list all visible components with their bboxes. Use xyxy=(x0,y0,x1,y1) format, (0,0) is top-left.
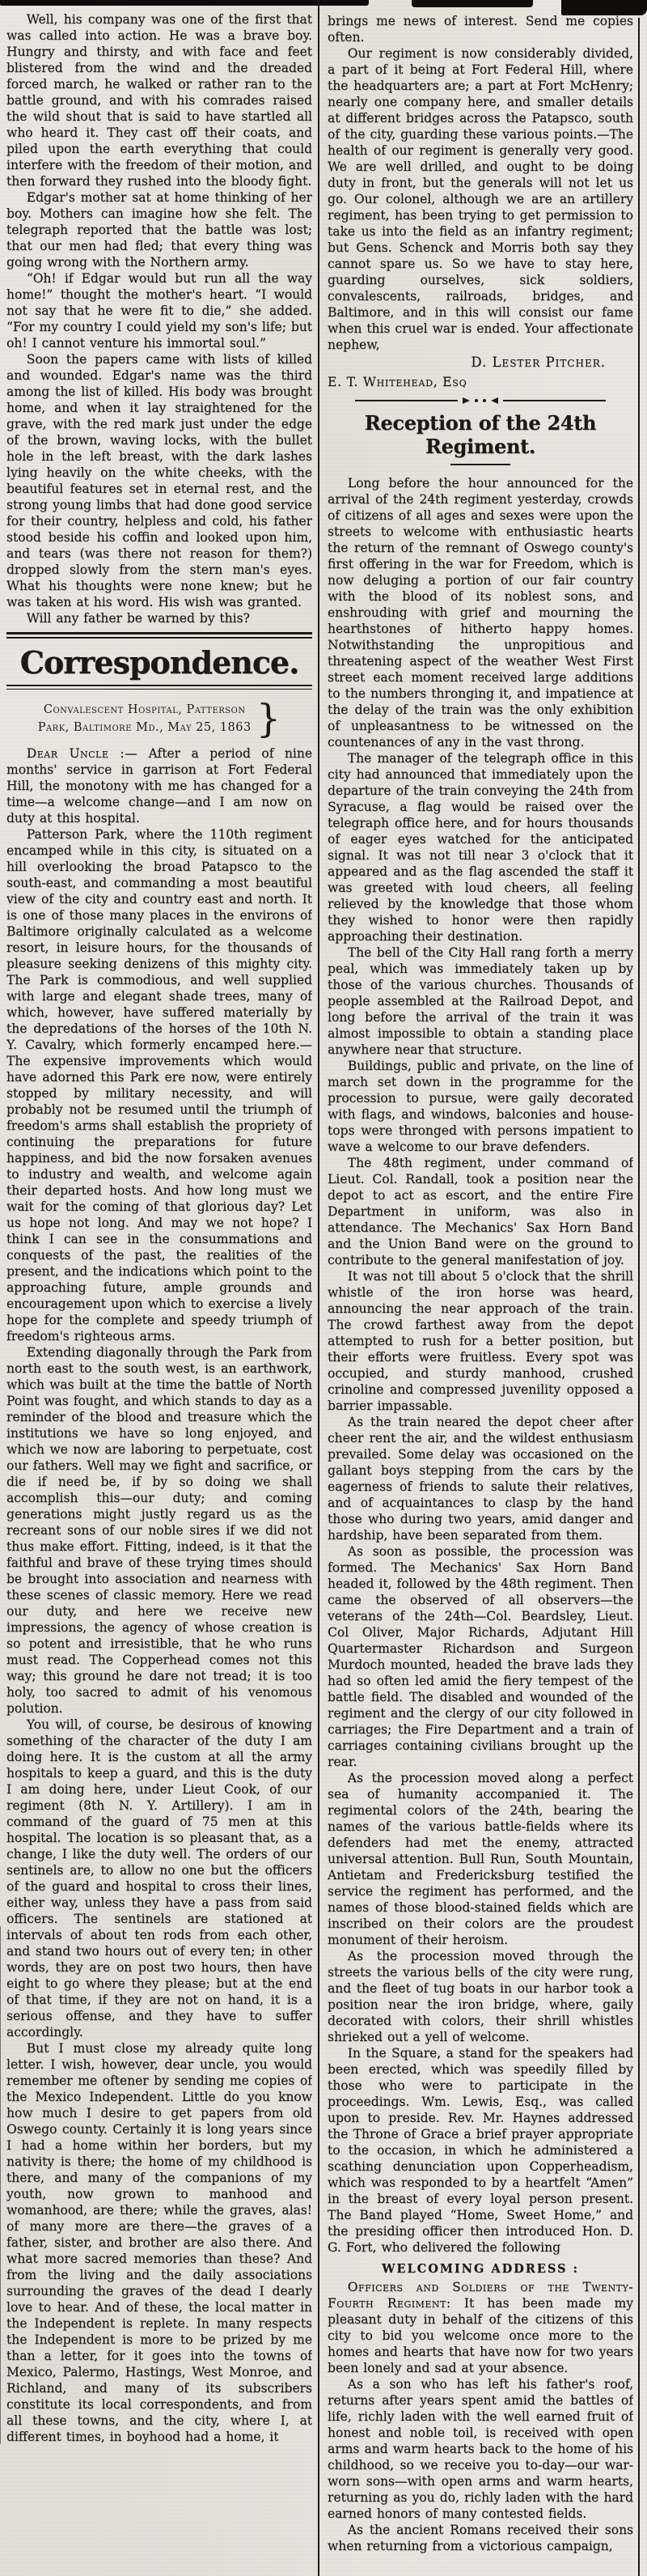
article-paragraph: Soon the papers came with lists of killed and wounded. Edgar's name was the third among the list of killed. His body was brought home, and when it lay straightened for the grave, with the red mark just under the edge of the brown, waving locks, with the bullet hole in the left breast, with the dark lashes lying heavily on the white cheeks, with the beautiful features set in eternal rest, and the strong young limbs that had done good service for their country, helpless and cold, his father stood beside his coffin and looked upon him, and tears (was there not reason for them?) dropped slowly from the stern man's eyes. What his thoughts were none knew; but he was taken at his word. His wish was granted. xyxy=(6,352,312,609)
letter-signature: D. Lester Pitcher. xyxy=(471,354,606,370)
article-paragraph: As the train neared the depot cheer after cheer rent the air, and the wildest enthusiasm prevailed. Some delay was occasioned on the gallant boys stepping from the cars by the eagerness of friends to salute their relatives, and of acquaintances to clasp by the hand those who during two years, amid danger and hardship, have been separated from them. xyxy=(328,1414,633,1543)
article-paragraph: The bell of the City Hall rang forth a merry peal, which was immediately taken up by those of the various churches. Thousands of people assembled at the Railroad Depot, and long before the arrival of the train it was almost impossible to obtain a standing place anywhere near that structure. xyxy=(328,944,633,1057)
letter-paragraph: Patterson Park, where the 110th regiment encamped while in this city, is situated on a hill overlooking the broad Patapsco to the south-east, and commanding a most beautiful view of the city and country east and north. It is one of those many places in the environs of Baltimore originally calculated as a welcome resort, in leisure hours, for the thousands of pleasure seeking denizens of this mighty city. The Park is commodious, and well supplied with large and elegant shade trees, many of which, however, have suffered materially by the depredations of the horses of the 10th N. Y. Cavalry, which formerly encamped here.—The expensive improvements which would have adorned this Park ere now, were entirely stopped by military necessity, and will probably not be resumed until the triumph of freedom's arms shall establish the propriety of continuing the preparations for future happiness, and bid the now forsaken avenues to industry and wealth, and welcome again their departed hosts. And how long must we wait for the coming of that glorious day? Let us hope not long. And may we not hope? I think I can see in the consummations and conquests of the past, the realities of the present, and the indications which point to the approaching future, ample grounds and encouragement upon which to exercise a lively hope for the complete and speedy triumph of freedom's righteous arms. xyxy=(6,826,312,1343)
arrow-divider-icon xyxy=(491,397,498,404)
letter-paragraph: Dear Uncle :— After a period of nine months' service in garrison at Fort Federal Hill, the monotony with me has changed for a time—a welcome change—and I am now on duty at this hospital. xyxy=(6,745,312,825)
article-paragraph: Long before the hour announced for the arrival of the 24th regiment yesterday, crowds of citizens of all ages and sexes were upon the streets to welcome with enthusiastic hearts the return of the remnant of Oswego county's first offering in the war for Freedom, which is now deluging a portion of our fair country with the blood of its noblest sons, and enshrouding with grief and mourning the hearthstones of hitherto happy homes. Notwithstanding the unpropitious and threatening aspect of the weather West First street each moment received large additions to the numbers thronging it, and impatience at the delay of the train was the only exhibition of unpleasantness to be witnessed on the countenances of any in the vast throng. xyxy=(328,475,633,749)
article-paragraph: As the procession moved through the streets the various bells of the city were rung, and the fleet of tug boats in our harbor took a position near the iron bridge, where, gaily decorated with colors, their shrill whistles shrieked out a yell of welcome. xyxy=(328,1948,633,2044)
dateline-brace: } xyxy=(256,695,281,741)
dot-divider-icon xyxy=(475,399,478,402)
address-paragraph: As a son who has left his father's roof, returns after years spent amid the battles of life, richly laden with the well earned fruit of honest and noble toil, is received with open arms and warm hearts back to the home of his childhood, so we receive you to-day—our war-worn sons—with open arms and warm hearts, returning as you do, richly laden with the hard earned honors of many contested fields. xyxy=(328,2376,633,2521)
section-divider-rule xyxy=(6,632,312,639)
scan-edge-artifact xyxy=(412,0,533,7)
article-paragraph: Buildings, public and private, on the line of march set down in the programme for the procession to pursue, were gaily decorated with flags, and windows, balconies and house-tops were thronged with persons impatient to wave a welcome to our brave defenders. xyxy=(328,1058,633,1154)
address-lead: Officers and Soldiers of the Twenty-Fourth Regiment: xyxy=(328,2279,633,2311)
right-column xyxy=(328,13,633,2570)
article-paragraph: Well, his company was one of the first that was called into action. He was a brave boy. Hungry and thirsty, and with face and feet blistered from the wind and the dreaded forced march, he walked or rather ran to the battle ground, and with his comrades raised the wild shout that is said to have startled all who heard it. They cast off their coats, and piled upon the earth everything that could interfere with the freedom of their motion, and then forward they rushed into the bloody fight. xyxy=(6,12,312,189)
letter-paragraph: But I must close my already quite long letter. I wish, however, dear uncle, you would remember me oftener by sending me copies of the Mexico Independent. Little do you know how much I desire to get papers from old Oswego county. Certainly it is long years since I had a home within her borders, but my nativity is there; the home of my childhood is there, and many of the companions of my youth, now grown to manhood and womanhood, are there; while the graves, alas! of many more are there—the graves of a father, sister, and brother are also there. And what more sacred memories than these? And from the living and the daily associations surrounding the graves of the dead I dearly love to hear. And of these, the local matter in the Independent is replete. In many respects the Independent is more to be prized by me than a letter, for it goes into the towns of Mexico, Palermo, Hastings, West Monroe, and Richland, and many of its subscribers constitute its local correspondents, and from all these towns, and the city, where I, at different times, in boyhood had a home, it xyxy=(6,2040,312,2444)
article-paragraph: As soon as possible, the procession was formed. The Mechanics' Sax Horn Band headed it, followed by the 48th regiment. Then came the observed of all observers—the veterans of the 24th—Col. Beardsley, Lieut. Col Oliver, Major Richards, Adjutant Hill Quartermaster Richardson and Surgeon Murdoch mounted, headed the brave lads they had so often led amid the fiery tempest of the battle field. The disabled and wounded of the regiment and the clergy of our city followed in carriages; the Fire Department and a train of carriages containing civilians brought up the rear. xyxy=(328,1543,633,1769)
page-edge-rule xyxy=(638,18,640,2576)
left-column xyxy=(6,11,312,2569)
letter-addressee: E. T. Whitehead, Esq xyxy=(328,375,467,389)
decorative-divider xyxy=(355,397,606,404)
article-paragraph: Will any father be warned by this? xyxy=(26,611,250,626)
article-paragraph: The 48th regiment, under command of Lieut. Col. Randall, took a position near the depot to act as escort, and the entire Fire Department in uniform, was also in attendance. The Mechanics' Sax Horn Band and the Union Band were on the ground to contribute to the general manifestation of joy. xyxy=(328,1155,633,1267)
address-paragraph: As the ancient Romans received their sons when returning from a victorious campaign, xyxy=(328,2522,633,2553)
article-paragraph: The manager of the telegraph office in this city had announced that immediately upon the departure of the train conveying the 24th from Syracuse, a flag would be raised over the telegraph office here, and for hours thousands of eager eyes watched for the anticipated signal. It was not till near 3 o'clock that it appeared and as the flag ascended the staff it was greeted with loud cheers, all feeling relieved by the knowledge that those whom they wished to honor were then rapidly approaching their destination. xyxy=(328,750,633,944)
article-paragraph: “Oh! if Edgar would but run all the way home!” thought the mother's heart. “I would not say that he were fit to die,” she added. “For my country I could yield my son's life; but oh! I cannot venture his immortal soul.” xyxy=(6,271,312,350)
dateline-text: Convalescent Hospital, Patterson Park, Baltimore Md., May 25, 1863 xyxy=(37,703,252,735)
letter-paragraph: Our regiment is now considerably divided, a part of it being at Fort Federal Hill, where the headquarters are; a part at Fort McHenry; nearly one company here, and smaller details at different bridges across the Patapsco, south of the city, guarding these various points.—The health of our regiment is generally very good. We are well drilled, and ought to be doing duty in front, but the generals will not let us go. Our colonel, although we are an artillery regiment, has been trying to get permission to take us into the field as an infantry regiment; but Gens. Schenck and Morris both say they cannot spare us. So we have to stay here, guarding ourselves, sick soldiers, convalescents, railroads, bridges, and Baltimore, and in this will consist our fame when this cruel war is ended. Your affectionate nephew, xyxy=(328,46,633,352)
letter-paragraph: Extending diagonally through the Park from north east to the south west, is an earthwork, which was built at the time the battle of North Point was fought, and which stands to day as a reminder of the blood and treasure which the institutions we have so long enjoyed, and which we now are laboring to perpetuate, cost our fathers. Well may we fight and sacrifice, or die if need be, if by so doing we shall accomplish this—our duty; and coming generations might justly regard us as the recreant sons of our noble sires if we did not thus make effort. Fitting, indeed, is it that the faithful and brave of these trying times should be brought into association and nearness with these scenes of classic memory. Here we read our duty, and here we receive new impressions, the agency of whose creation is so potent and irresistible, that he who runs must read. The Copperhead comes not this way; this ground he dare not tread; it is too holy, too sacred to admit of his venomous polution. xyxy=(6,1344,312,1716)
letter-dateline xyxy=(6,695,312,741)
article-paragraph: In the Square, a stand for the speakers had been erected, which was speedily filled by those who were to participate in the proceedings. Wm. Lewis, Esq., was called upon to preside. Rev. Mr. Haynes addressed the Throne of Grace a brief prayer appropriate to the occasion, in which he administered a scathing denunciation upon Copperheadism, which was responded to by a heartfelt “Amen” in the breast of every loyal person present. The Band played “Home, Sweet Home,” and the presiding officer then introduced Hon. D. G. Fort, who delivered the following xyxy=(328,2045,633,2255)
dot-divider-icon xyxy=(483,399,486,402)
address-paragraph: Officers and Soldiers of the Twenty-Fourth Regiment: It has been made my pleasant duty in behalf of the citizens of this city to bid you welcome once more to the homes and hearts that have now for two years been lonely and sad at your absence. xyxy=(328,2279,633,2375)
welcoming-address-subheading: WELCOMING ADDRESS : xyxy=(382,2261,579,2276)
headline-underline-rule xyxy=(450,464,510,465)
article-paragraph: Edgar's mother sat at home thinking of her boy. Mothers can imagine how she felt. The telegraph reported that the battle was lost; that our men had fled; that every thing was going wrong with the Northern army. xyxy=(6,190,312,269)
page-edge-rule xyxy=(0,1926,1,2444)
reception-article-headline: Reception of the 24th Regiment. xyxy=(364,411,597,458)
section-divider-rule xyxy=(6,685,312,690)
article-paragraph: As the procession moved along a perfect sea of humanity accompanied it. The regimental colors of the 24th, bearing the names of the various battle-fields where its defenders had met the enemy, attracted universal attention. Bull Run, South Mountain, Antietam and Fredericksburg testified the service the regiment has performed, and the names of those blood-stained fields which are inscribed on their colors are the proudest monument of their heroism. xyxy=(328,1770,633,1947)
arrow-divider-icon xyxy=(463,397,470,404)
scan-edge-artifact xyxy=(0,0,369,6)
article-paragraph: It was not till about 5 o'clock that the shrill whistle of the iron horse was heard, announcing the near approach of the train. The crowd farthest away from the depot attempted to rush for a better position, but their efforts were fruitless. Every spot was occupied, and sturdy manhood, crushed crinoline and compressed juvenility opposed a barrier impassable. xyxy=(328,1268,633,1413)
correspondence-section-heading: Correspondence. xyxy=(19,644,299,681)
letter-salutation: Dear Uncle :— xyxy=(26,745,138,761)
letter-continuation-paragraph: brings me news of interest. Send me copies often. xyxy=(328,14,633,45)
letter-paragraph: You will, of course, be desirous of knowing something of the character of the duty I am doing here. It is the custom at all the army hospitals to keep a guard, and this is the duty I am doing here, under Lieut Cook, of our regiment (8th N. Y. Artillery). I am in command of the guard of 75 men at this hospital. The location is so pleasant that, as a change, I like the duty well. The orders of our sentinels are, to allow no one but the officers of the guard and hospital to cross their lines, either way, unless they have a pass from said officers. The sentinels are stationed at intervals of about ten rods from each other, and stand two hours out of every ten; in other words, they are on post two hours, then have eight to go where they please; but at the end of that time, if they are not on hand, it is a serious offense, and they have to suffer accordingly. xyxy=(6,1717,312,2039)
column-divider-rule xyxy=(318,0,319,2576)
